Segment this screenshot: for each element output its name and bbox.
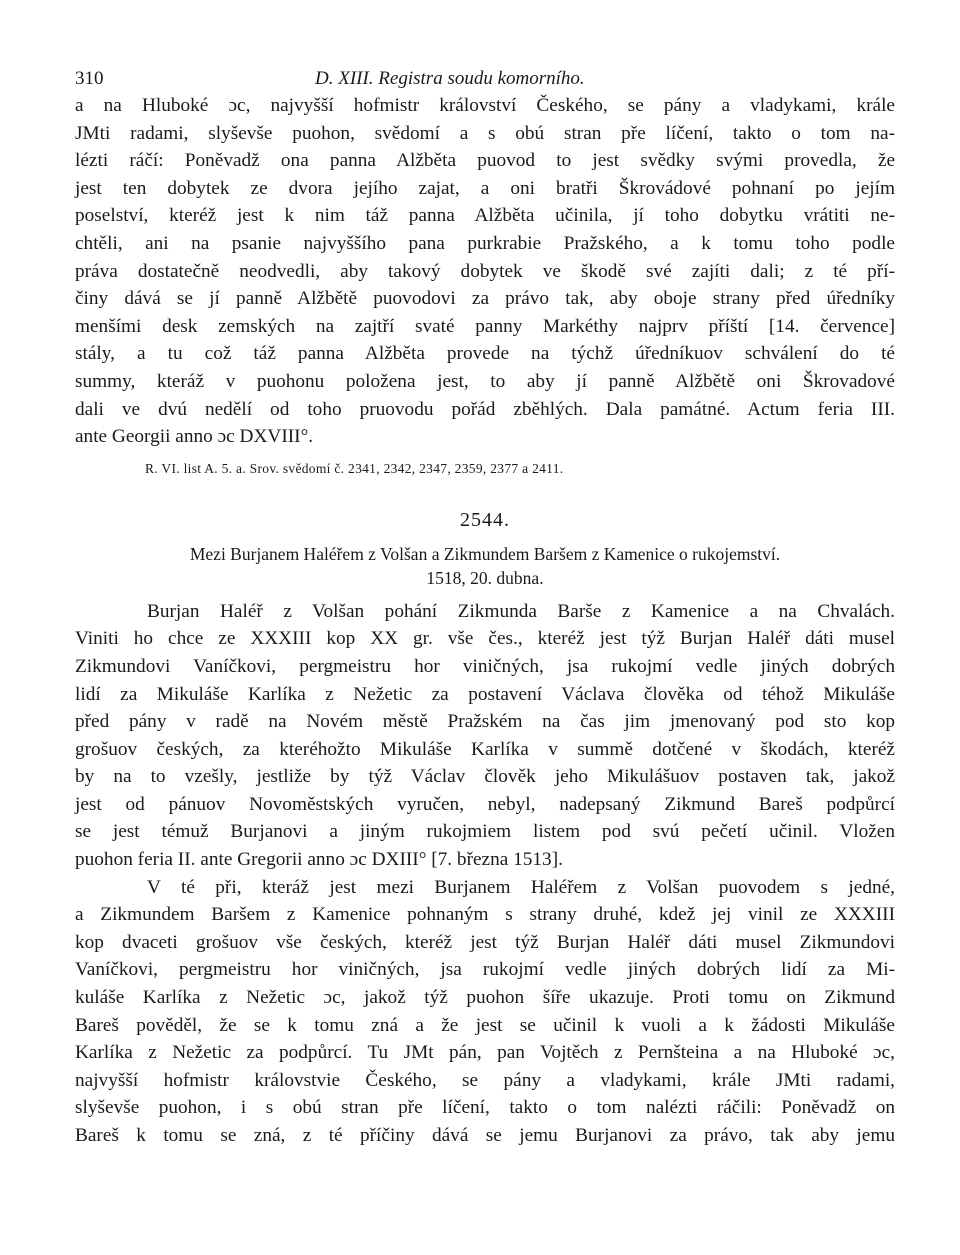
text-line: Karlíka z Nežetic za podpůrcí. Tu JMt pán, pan Vojtěch z Pernšteina a na Hluboké ɔc, xyxy=(75,1042,895,1064)
text-line: kuláše Karlíka z Nežetic ɔc, jakož týž puohon šíře ukazuje. Proti tomu on Zikmund xyxy=(75,987,895,1009)
paragraph-continued xyxy=(75,92,895,451)
text-line: Viniti ho chce ze XXXIII kop XX gr. vše čes., kteréž jest týž Burjan Haléř dáti musel xyxy=(75,628,895,650)
text-line: Burjan Haléř z Volšan pohání Zikmunda Barše z Kamenice a na Chvalách. xyxy=(147,600,895,622)
running-head xyxy=(75,58,895,92)
text-line: před pány v radě na Novém městě Pražském na čas jim jmenovaný pod sto kop xyxy=(75,711,895,733)
text-line: Vaníčkovi, pergmeistru hor viničných, jsa rukojmí vedle jiných dobrých lidí za Mi- xyxy=(75,959,895,981)
paragraph-summons xyxy=(75,598,895,874)
text-line: menšími desk zemských na zajtří svaté panny Markéthy najprv příští [14. července] xyxy=(75,315,895,337)
entry-heading: Mezi Burjanem Haléřem z Volšan a Zikmundem Baršem z Kamenice o rukojemství. xyxy=(189,543,781,564)
text-line: práva dostatečně neodvedli, aby takový dobytek ve škodě své zajíti dali; z té pří- xyxy=(75,260,895,282)
page-number: 310 xyxy=(75,68,104,89)
text-line: by na to vzešly, jestliže by týž Václav člověk jeho Mikulášuov postaven tak, jakož xyxy=(75,766,895,788)
text-line: kop dvaceti grošuov vše českých, kteréž jest týž Burjan Haléř dáti musel Zikmundovi xyxy=(75,931,895,953)
text-line: Bareš k tomu se zná, z té příčiny dává se jemu Burjanovi za právo, tak aby jemu xyxy=(75,1125,895,1146)
text-line: puohon feria II. ante Gregorii anno ɔc DXIII° [7. března 1513]. xyxy=(75,849,563,871)
text-line: Zikmundovi Vaníčkovi, pergmeistru hor viničných, jsa rukojmí vedle jiných dobrých xyxy=(75,655,895,677)
page xyxy=(75,58,895,1150)
text-line: se jest témuž Burjanovi a jiným rukojmiem listem pod svú pečetí učinil. Vložen xyxy=(75,821,895,843)
text-line: Bareš pověděl, že se k tomu zná a že jest se učinil k vuoli a k žádosti Mikuláše xyxy=(75,1014,895,1036)
text-line: ante Georgii anno ɔc DXVIII°. xyxy=(75,426,314,448)
text-line: najvyšší hofmistr královstvie Českého, se pány a vladykami, krále JMti radami, xyxy=(75,1069,895,1091)
text-line: a Zikmundem Baršem z Kamenice pohnaným s strany druhé, kdež jej vinil ze XXXIII xyxy=(75,904,895,926)
text-line: V té při, kteráž jest mezi Burjanem Haléřem z Volšan puovodem s jedné, xyxy=(147,876,895,898)
text-line: činy dává se jí panně Alžbětě puovodovi za právo tak, aby oboje strany před úředníky xyxy=(75,288,895,310)
text-line: jest od pánuov Novoměstských vyručen, nebyl, nadepsaný Zikmund Bareš podpůrcí xyxy=(75,793,895,815)
text-line: grošuov českých, za kteréhožto Mikuláše Karlíka v summě dotčené v škodách, kteréž xyxy=(75,738,895,760)
text-line: slyševše puohon, i s obú stran pře líčení, takto o tom nalézti ráčili: Poněvadž on xyxy=(75,1097,895,1119)
text-line: chtěli, ani na psanie najvyššího pana purkrabie Pražského, a k tomu toho podle xyxy=(75,232,895,254)
text-line: poselství, kteréž jest k nim táž panna Alžběta učinila, jí toho dobytku vrátiti ne- xyxy=(75,205,895,227)
paragraph-judgment xyxy=(75,874,895,1150)
text-line: stály, a tu což táž panna Alžběta provede na týchž úředníkuov schválení do té xyxy=(75,343,895,365)
text-line: summy, kteráž v puohonu položena jest, to aby jí panně Alžbětě oni Škrovadové xyxy=(75,370,895,392)
running-title: D. XIII. Registra soudu komorního. xyxy=(315,68,585,89)
text-line: dali ve dvú nedělí od toho pruovodu pořád zběhlých. Dala památné. Actum feria III. xyxy=(75,398,895,420)
text-line: a na Hluboké ɔc, najvyšší hofmistr království Českého, se pány a vladykami, krále xyxy=(75,95,895,116)
text-line: lidí za Mikuláše Karlíka z Nežetic za postavení Václava člověka od téhož Mikuláše xyxy=(75,683,895,705)
text-line: lézti ráčí: Poněvadž ona panna Alžběta puovod to jest svědky svými provedla, že xyxy=(75,150,895,172)
text-line: jest ten dobytek ze dvora jejího zajat, a oni bratři Škrovádové pohnaní po jejím xyxy=(75,177,895,199)
entry-date: 1518, 20. dubna. xyxy=(426,567,544,588)
source-note: R. VI. list A. 5. a. Srov. svědomí č. 2341, 2342, 2347, 2359, 2377 a 2411. xyxy=(145,460,564,476)
entry-number: 2544. xyxy=(460,508,510,531)
text-line: JMti radami, slyševše puohon, svědomí a s obú stran pře líčení, takto o tom na- xyxy=(75,122,895,144)
